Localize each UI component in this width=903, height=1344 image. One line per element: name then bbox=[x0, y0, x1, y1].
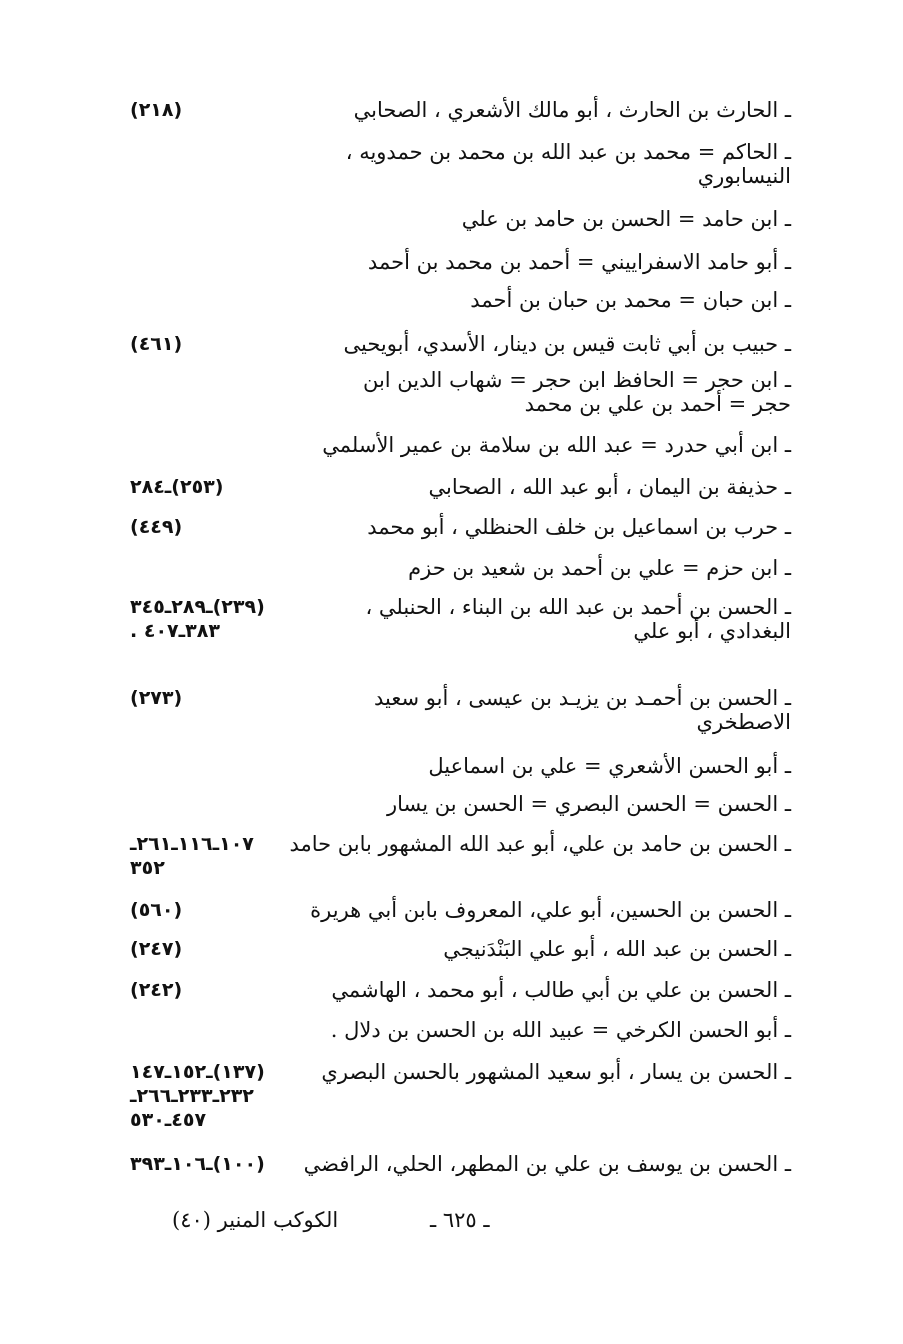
entry-text-line: ـ الحاكم = محمد بن عبد الله بن محمد بن حمدويه ، bbox=[345, 140, 791, 164]
index-entry bbox=[428, 754, 791, 778]
entry-text-line: ـ الحارث بن الحارث ، أبو مالك الأشعري ، الصحابي bbox=[353, 98, 791, 122]
index-entry bbox=[346, 140, 791, 188]
reference-line: ٣٨٣ـ٤٠٧ . bbox=[130, 620, 220, 642]
entry-text-line: ـ ابن حبان = محمد بن حبان بن أحمد bbox=[470, 288, 791, 312]
entry-text-line: ـ أبو الحسن الأشعري = علي بن اسماعيل bbox=[428, 754, 791, 778]
index-entry bbox=[354, 98, 791, 122]
entry-text-line: النيسابوري bbox=[697, 164, 791, 188]
reference-line: (٤٤٩) bbox=[130, 516, 183, 538]
index-entry bbox=[374, 686, 791, 734]
page-references bbox=[130, 475, 295, 499]
page-references bbox=[130, 98, 295, 122]
index-entry bbox=[289, 832, 791, 856]
entry-text-line: البغدادي ، أبو علي bbox=[633, 619, 791, 643]
reference-line: (٢٣٩)ـ٢٨٩ـ٣٤٥ bbox=[130, 596, 265, 618]
page-references bbox=[130, 898, 295, 922]
entry-text-line: ـ الحسن = الحسن البصري = الحسن بن يسار bbox=[386, 792, 791, 816]
index-entry bbox=[321, 1060, 791, 1084]
book-title: الكوكب المنير (٤٠) bbox=[172, 1208, 339, 1232]
page-references bbox=[130, 332, 295, 356]
entry-text-line: ـ الحسن بن أحمـد بن يزيـد بن عيسى ، أبو سعيد bbox=[374, 686, 791, 710]
entry-text-line: ـ الحسن بن يسار ، أبو سعيد المشهور بالحسن البصري bbox=[321, 1060, 791, 1084]
page-references bbox=[130, 978, 295, 1002]
entry-text-line: ـ الحسن بن عبد الله ، أبو علي البَنْدَنيجي bbox=[443, 937, 791, 961]
reference-line: (٤٦١) bbox=[130, 333, 183, 355]
reference-line: (٢٤٢) bbox=[130, 979, 183, 1001]
page-references bbox=[130, 515, 295, 539]
reference-line: (٢١٨) bbox=[130, 99, 183, 121]
entry-text-line: ـ حذيفة بن اليمان ، أبو عبد الله ، الصحابي bbox=[428, 475, 791, 499]
entry-text-line: ـ الحسن بن الحسين، أبو علي، المعروف بابن أبي هريرة bbox=[310, 898, 791, 922]
index-entry bbox=[408, 556, 791, 580]
index-entry bbox=[365, 595, 791, 643]
index-entry bbox=[331, 978, 791, 1002]
index-entry bbox=[344, 332, 791, 356]
entry-text-line: ـ أبو الحسن الكرخي = عبيد الله بن الحسن بن دلال . bbox=[330, 1018, 791, 1042]
index-entry bbox=[322, 433, 791, 457]
reference-line: ٣٥٢ bbox=[130, 857, 165, 879]
page-references bbox=[130, 832, 295, 880]
entry-text-line: ـ الحسن بن يوسف بن علي بن المطهر، الحلي، الرافضي bbox=[303, 1152, 791, 1176]
reference-line: (٢٥٣)ـ٢٨٤ bbox=[130, 476, 224, 498]
page-references bbox=[130, 937, 295, 961]
index-entry bbox=[363, 368, 791, 416]
entry-text-line: ـ حبيب بن أبي ثابت قيس بن دينار، الأسدي، أبويحيى bbox=[343, 332, 791, 356]
page-references bbox=[130, 1152, 295, 1176]
page-references bbox=[130, 595, 295, 643]
reference-line: (٢٧٣) bbox=[130, 687, 183, 709]
index-entry bbox=[368, 250, 791, 274]
index-entry bbox=[387, 792, 791, 816]
entry-text-line: ـ ابن حجر = الحافظ ابن حجر = شهاب الدين ابن bbox=[362, 368, 791, 392]
index-entry bbox=[429, 475, 792, 499]
index-entry bbox=[367, 515, 791, 539]
reference-line: (١٠٠)ـ١٠٦ـ٣٩٣ bbox=[130, 1153, 265, 1175]
index-entry bbox=[462, 207, 791, 231]
entry-text-line: الاصطخري bbox=[696, 710, 791, 734]
entry-text-line: ـ ابن حزم = علي بن أحمد بن شعيد بن حزم bbox=[408, 556, 791, 580]
index-entry bbox=[443, 937, 791, 961]
page-references bbox=[130, 1060, 295, 1132]
page-references bbox=[130, 686, 295, 710]
reference-line: (٢٤٧) bbox=[130, 938, 183, 960]
entry-text-line: ـ الحسن بن حامد بن علي، أبو عبد الله المشهور بابن حامد bbox=[289, 832, 791, 856]
index-entry bbox=[310, 898, 791, 922]
entry-text-line: ـ أبو حامد الاسفراييني = أحمد بن محمد بن أحمد bbox=[367, 250, 791, 274]
entry-text-line: ـ الحسن بن أحمد بن عبد الله بن البناء ، الحنبلي ، bbox=[365, 595, 791, 619]
entry-text-line: حجر = أحمد بن علي بن محمد bbox=[524, 392, 791, 416]
reference-line: ٤٥٧ـ٥٣٠ bbox=[130, 1109, 207, 1131]
reference-line: (١٣٧)ـ١٥٢ـ١٤٧ bbox=[130, 1061, 265, 1083]
index-entry bbox=[303, 1152, 791, 1176]
reference-line: ٢٣٢ـ٢٣٣ـ٢٦٦ـ bbox=[130, 1085, 254, 1107]
entry-text-line: ـ ابن حامد = الحسن بن حامد بن علي bbox=[461, 207, 791, 231]
index-entry bbox=[331, 1018, 791, 1042]
entry-text-line: ـ الحسن بن علي بن أبي طالب ، أبو محمد ، الهاشمي bbox=[331, 978, 791, 1002]
index-entry bbox=[470, 288, 791, 312]
entry-text-line: ـ حرب بن اسماعيل بن خلف الحنظلي ، أبو محمد bbox=[367, 515, 791, 539]
reference-line: (٥٦٠) bbox=[130, 899, 183, 921]
page-number: ـ ٦٢٥ ـ bbox=[430, 1208, 490, 1232]
entry-text-line: ـ ابن أبي حدرد = عبد الله بن سلامة بن عمير الأسلمي bbox=[322, 433, 791, 457]
reference-line: ١٠٧ـ١١٦ـ٢٦١ـ bbox=[130, 833, 254, 855]
